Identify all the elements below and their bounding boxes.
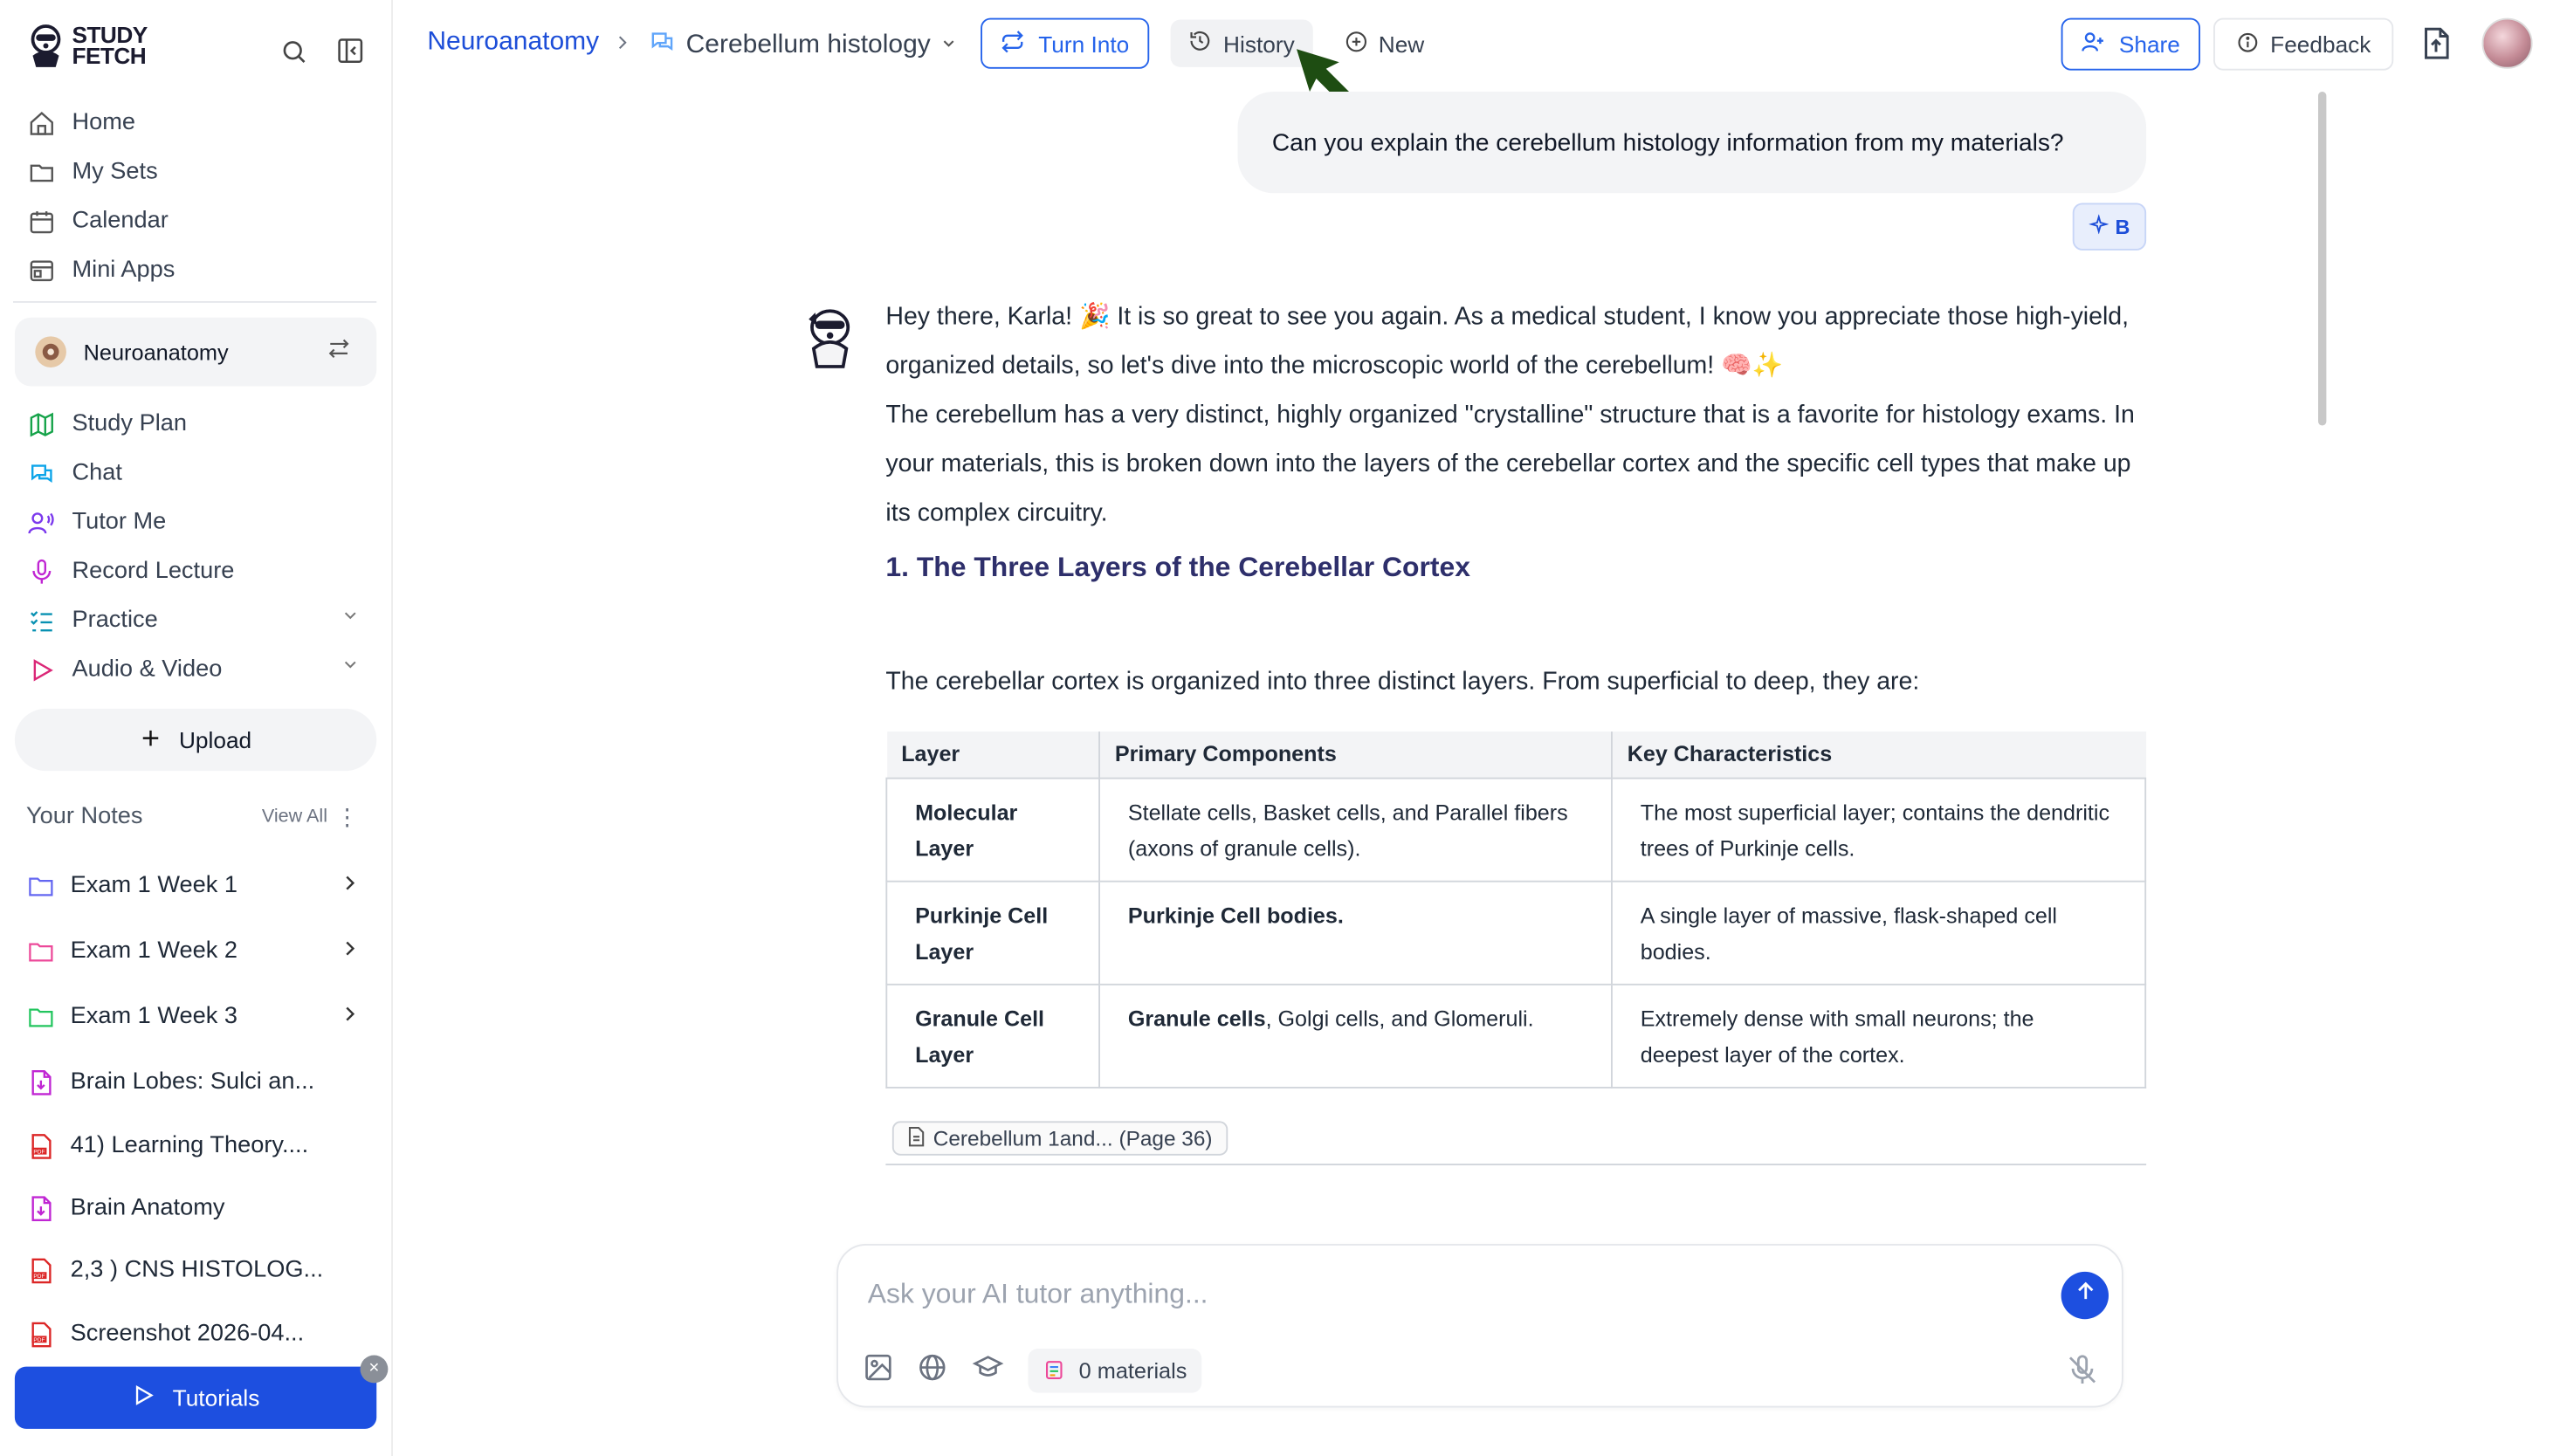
ask-tutor-input[interactable] [868,1275,2014,1315]
nav-chat-label: Chat [72,459,122,486]
search-icon[interactable] [279,36,308,65]
layers-table [885,731,2146,1088]
top-bar [393,0,2567,88]
note-item[interactable] [28,1064,363,1100]
folder-icon [28,871,54,901]
view-all-link[interactable]: View All [261,807,327,827]
logo-line-1: STUDY [72,21,148,48]
document-icon [907,1125,926,1151]
table-cell-components [1099,778,1612,881]
arrow-up-icon [2074,1280,2096,1311]
user-message-text: Can you explain the cerebellum histology information from my materials? [1271,128,2064,157]
tutor-icon [26,507,56,537]
nav-audio-video-label: Audio & Video [72,656,223,683]
note-label: 2,3 ) CNS HISTOLOG... [70,1257,324,1283]
more-options-icon[interactable]: ⋮ [335,802,359,829]
chat-title-dropdown[interactable] [649,28,959,64]
nav-study-plan[interactable] [26,404,187,443]
chevron-right-icon [612,31,632,61]
tutorials-label: Tutorials [172,1384,260,1411]
current-set-card[interactable] [15,318,376,387]
collapse-sidebar-icon[interactable] [335,36,365,65]
nav-mini-apps-label: Mini Apps [72,257,175,284]
chevron-right-icon[interactable] [339,1003,360,1031]
switch-set-icon[interactable] [327,337,350,365]
chevron-right-icon[interactable] [339,872,360,900]
sparkle-icon [2089,215,2109,239]
components-bold: Granule cells [1127,1006,1266,1031]
table-row [886,881,2145,984]
home-icon [26,108,56,138]
notes-title: Your Notes [26,803,143,830]
note-file-icon [28,1193,54,1223]
note-label: Brain Anatomy [70,1194,225,1221]
folder-icon [26,157,56,187]
image-upload-icon[interactable] [863,1351,894,1391]
upload-button[interactable] [15,709,376,771]
table-cell-layer: Purkinje Cell Layer [886,881,1099,984]
nav-chat[interactable] [26,453,122,492]
note-label: Exam 1 Week 3 [70,1003,238,1030]
export-file-icon[interactable] [2421,26,2451,69]
note-item[interactable] [28,1128,363,1164]
add-user-icon [2082,30,2106,59]
user-message-bubble [1238,92,2147,193]
feedback-label: Feedback [2270,31,2371,58]
materials-selector[interactable] [1029,1349,1202,1393]
table-header-cell: Layer [886,731,1099,778]
model-badge-label: B [2115,215,2130,238]
sidebar [0,0,393,1456]
nav-practice[interactable] [26,601,158,640]
info-icon [2236,31,2259,58]
chevron-down-icon[interactable] [341,655,361,681]
nav-calendar[interactable] [26,202,169,241]
share-button[interactable] [2061,18,2200,71]
logo-line-2: FETCH [72,42,147,69]
folder-icon [28,1002,54,1032]
play-icon [26,655,56,684]
svg-text:PDF: PDF [33,1272,45,1279]
new-label: New [1378,30,1425,57]
table-cell-components [1099,881,1612,984]
graduation-cap-icon[interactable] [971,1351,1005,1391]
note-label: Exam 1 Week 1 [70,872,238,899]
answer-paragraph: Hey there, Karla! 🎉 It is so great to see you again. As a medical student, I know you appreciate those high-yield, organized details, so let's dive into the microscopic world of the cerebellum! 🧠✨ [885,302,2130,380]
pdf-file-icon [28,1319,54,1349]
repeat-icon [1001,29,1025,58]
source-citation-chip[interactable] [892,1121,1228,1155]
user-avatar[interactable] [2482,18,2533,69]
note-label: Screenshot 2026-04... [70,1321,305,1348]
nav-my-sets-label: My Sets [72,158,158,185]
study-fetch-logo[interactable] [26,23,148,69]
svg-text:PDF: PDF [33,1336,45,1343]
set-avatar-icon [34,335,67,368]
chat-composer [836,1244,2123,1408]
notes-header [26,802,363,832]
table-cell-layer: Granule Cell Layer [886,984,1099,1087]
chevron-down-icon[interactable] [341,606,361,632]
share-label: Share [2118,31,2180,58]
note-item[interactable] [28,1316,363,1352]
list-icon [26,606,56,635]
components-text: Stellate cells, Basket cells, and Parallel fibers (axons of granule cells). [1127,799,1568,862]
plus-icon [140,726,162,754]
nav-home[interactable] [26,103,135,142]
nav-study-plan-label: Study Plan [72,410,188,437]
calendar-icon [26,206,56,236]
nav-tutor-me-label: Tutor Me [72,509,167,536]
note-item[interactable] [28,933,363,969]
pdf-file-icon [28,1131,54,1161]
nav-audio-video[interactable] [26,649,222,689]
table-header-cell: Primary Components [1099,731,1612,778]
dog-mascot-icon [26,23,65,69]
turn-into-label: Turn Into [1038,30,1130,57]
table-cell-layer: Molecular Layer [886,778,1099,881]
table-header-cell: Key Characteristics [1612,731,2145,778]
note-item[interactable] [28,999,363,1034]
table-row [886,778,2145,881]
chat-title: Cerebellum histology [685,31,931,59]
pdf-file-icon [28,1255,54,1285]
mic-icon [26,557,56,587]
nav-mini-apps[interactable] [26,251,175,290]
note-item[interactable] [28,868,363,903]
map-icon [26,409,56,439]
table-cell-characteristics: A single layer of massive, flask-shaped cell bodies. [1612,881,2145,984]
note-label: 41) Learning Theory.... [70,1132,309,1159]
table-row [886,984,2145,1087]
materials-count: 0 materials [1078,1358,1187,1384]
note-item[interactable] [28,1252,363,1288]
answer-divider [885,1164,2146,1165]
mic-off-icon[interactable] [2066,1354,2099,1395]
chevron-down-icon [940,31,959,61]
history-icon [1189,30,1212,58]
note-item[interactable] [28,1190,363,1226]
close-tutorials-button[interactable]: × [361,1356,389,1384]
ai-answer [885,293,2146,707]
svg-text:PDF: PDF [33,1148,45,1155]
nav-my-sets[interactable] [26,152,158,191]
scrollbar-thumb[interactable] [2318,92,2326,426]
nav-tutor-me[interactable] [26,503,166,542]
nav-record-lecture[interactable] [26,552,234,591]
answer-paragraph: The cerebellum has a very distinct, highly organized "crystalline" structure that is a favorite for histology exams. In your materials, this is broken down into the layers of the cerebellar cortex and the specific cell types that make up its complex circuitry. [885,401,2135,527]
globe-icon[interactable] [917,1351,948,1391]
source-citation-label: Cerebellum 1and... (Page 36) [933,1126,1213,1151]
tutorials-button[interactable] [15,1367,376,1429]
chevron-right-icon[interactable] [339,937,360,965]
note-label: Brain Lobes: Sulci an... [70,1068,315,1095]
apps-icon [26,256,56,285]
chat-icon [26,458,56,488]
components-text: , Golgi cells, and Glomeruli. [1265,1006,1534,1031]
nav-calendar-label: Calendar [72,208,169,235]
components-bold: Purkinje Cell bodies. [1127,903,1344,928]
table-cell-components [1099,984,1612,1087]
chat-icon [649,28,677,64]
turn-into-button[interactable] [981,18,1149,69]
upload-label: Upload [178,726,252,753]
note-label: Exam 1 Week 2 [70,937,238,965]
nav-practice-label: Practice [72,607,158,634]
note-file-icon [28,1068,54,1097]
table-header-row [886,731,2145,778]
history-button[interactable] [1171,20,1313,67]
history-label: History [1223,30,1295,57]
answer-paragraph: The cerebellar cortex is organized into three distinct layers. From superficial to deep, they are: [885,668,1920,696]
table-cell-characteristics: The most superficial layer; contains the dendritic trees of Purkinje cells. [1612,778,2145,881]
send-button[interactable] [2061,1272,2109,1319]
play-icon [132,1383,156,1412]
feedback-button[interactable] [2213,18,2393,71]
nav-record-lecture-label: Record Lecture [72,558,235,585]
materials-stack-icon [1043,1356,1067,1385]
answer-heading: 1. The Three Layers of the Cerebellar Cortex [885,551,1470,583]
nav-home-label: Home [72,109,136,136]
composer-tools [863,1349,1201,1393]
tutor-dog-avatar-icon [802,306,858,368]
table-cell-characteristics: Extremely dense with small neurons; the deepest layer of the cortex. [1612,984,2145,1087]
sidebar-divider [13,301,376,303]
current-set-name: Neuroanatomy [83,340,229,365]
folder-icon [28,937,54,966]
breadcrumb-set[interactable]: Neuroanatomy [427,27,600,56]
model-badge[interactable] [2073,203,2146,251]
